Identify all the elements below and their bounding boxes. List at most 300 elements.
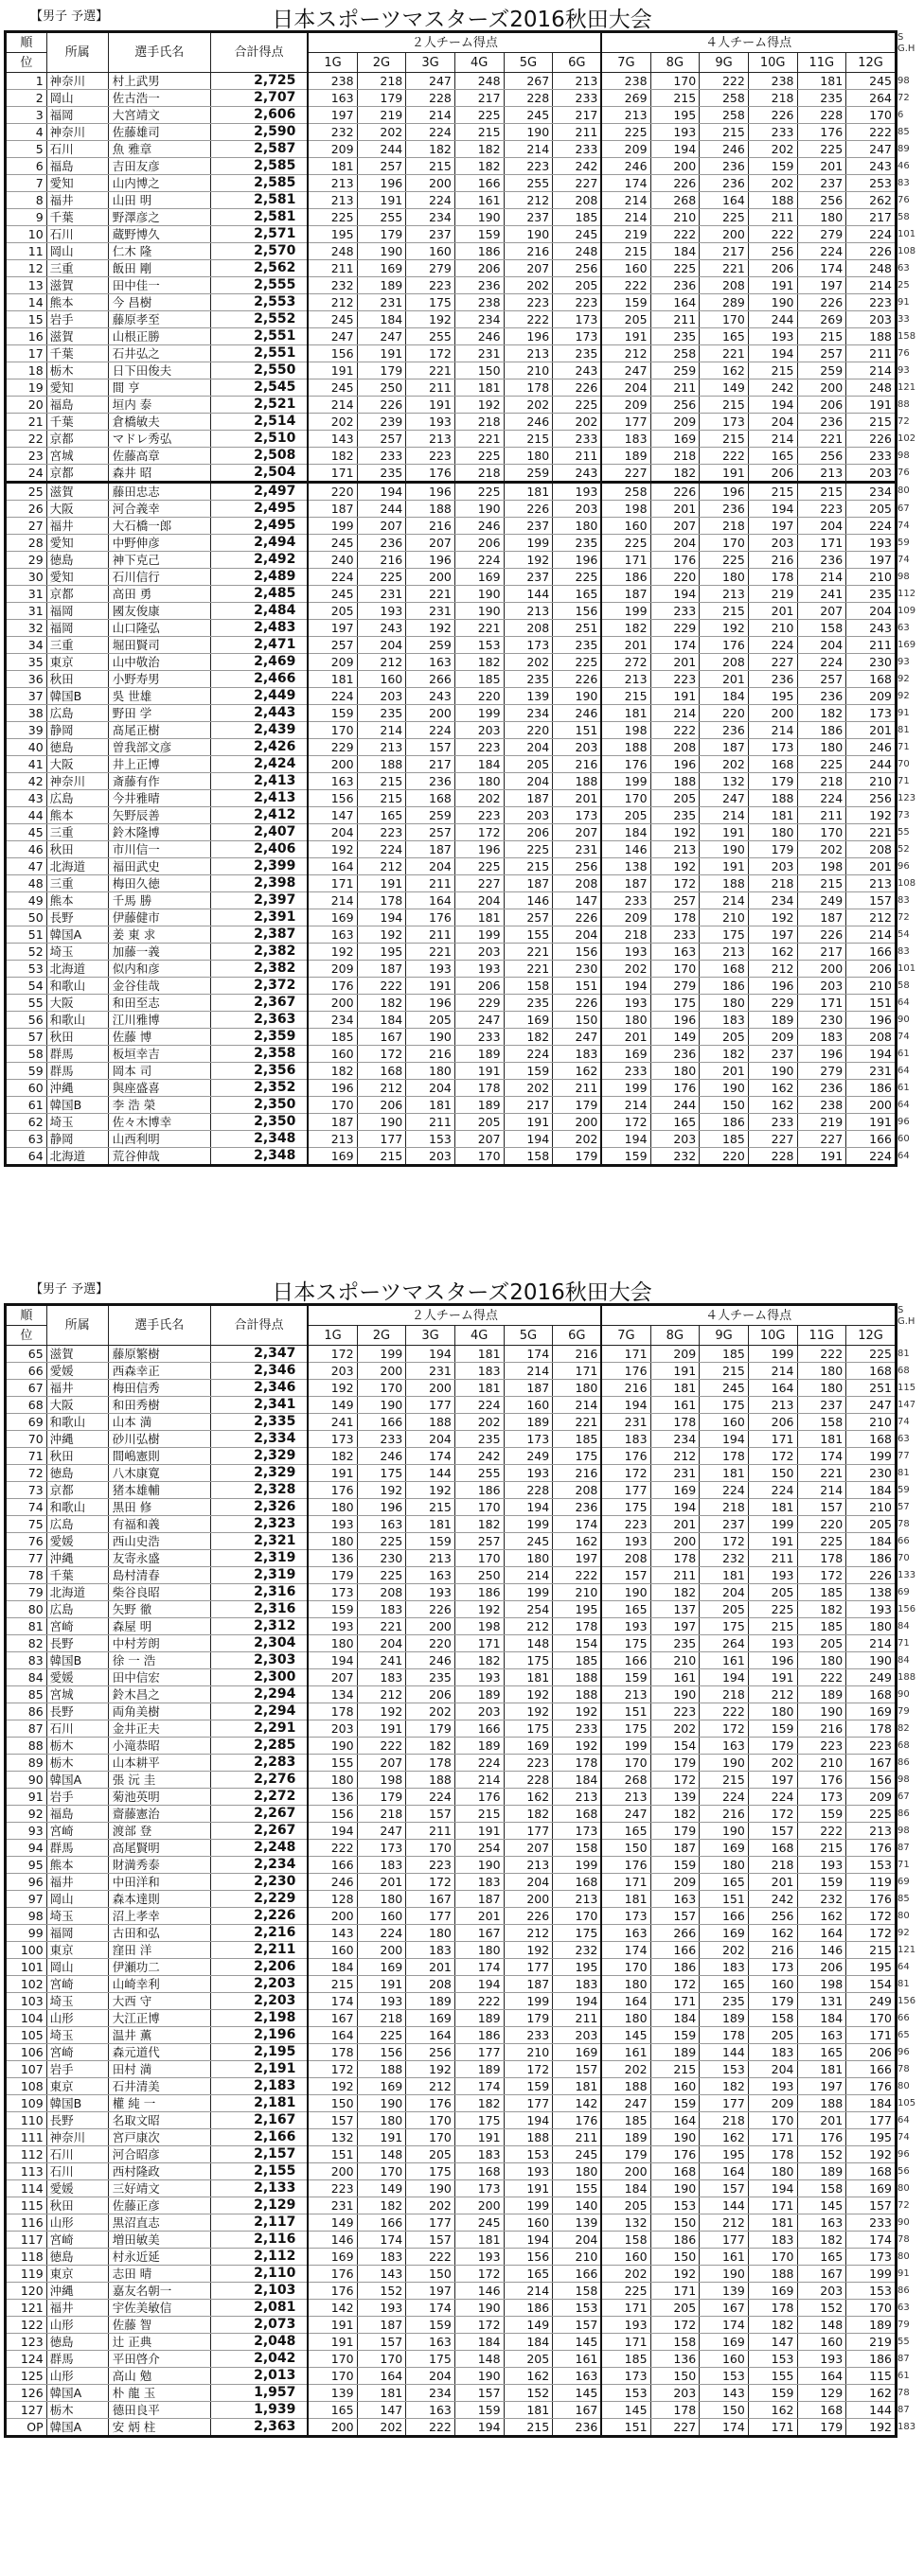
- game-score-cell: 183: [357, 2249, 406, 2266]
- game-score-cell: 194: [700, 1431, 749, 1448]
- game-score-cell: 161: [553, 2351, 602, 2368]
- rank-cell: 118: [7, 2249, 47, 2266]
- pref-cell: 東京: [46, 1942, 108, 1959]
- game-score-cell: 156: [846, 1772, 896, 1789]
- game-score-cell: 162: [504, 2368, 553, 2385]
- game-score-cell: 180: [308, 1772, 357, 1789]
- game-score-cell: 191: [650, 1363, 700, 1380]
- game-score-cell: 220: [797, 1516, 846, 1533]
- game-score-cell: 150: [601, 1840, 650, 1857]
- game-score-cell: 183: [553, 1046, 602, 1063]
- game-score-cell: 191: [308, 2334, 357, 2351]
- game-score-cell: 145: [553, 2385, 602, 2402]
- game-score-cell: 259: [504, 465, 553, 483]
- game-score-cell: 201: [650, 1516, 700, 1533]
- game-score-cell: 202: [504, 1080, 553, 1097]
- game-score-cell: 238: [797, 1097, 846, 1114]
- game-score-cell: 171: [650, 1993, 700, 2010]
- game-score-cell: 175: [357, 1465, 406, 1482]
- game-score-cell: 197: [748, 1772, 797, 1789]
- rank-cell: 56: [7, 1012, 47, 1029]
- game-score-cell: 201: [601, 1029, 650, 1046]
- game-score-cell: 231: [308, 2197, 357, 2214]
- game-score-cell: 149: [357, 2180, 406, 2197]
- game-score-cell: 192: [700, 620, 749, 637]
- game-score-cell: 233: [357, 1431, 406, 1448]
- game-score-cell: 170: [357, 2351, 406, 2368]
- table-row: [7, 1840, 896, 1857]
- game-score-cell: 162: [553, 1063, 602, 1080]
- game-score-cell: 224: [748, 637, 797, 654]
- game-score-cell: 153: [650, 2197, 700, 2214]
- game-score-cell: 215: [406, 158, 455, 175]
- game-score-cell: 186: [846, 1080, 896, 1097]
- game-score-cell: 169: [357, 260, 406, 277]
- game-score-cell: 170: [454, 1499, 504, 1516]
- total-cell: 2,363: [210, 1012, 308, 1029]
- pref-cell: 愛知: [46, 569, 108, 586]
- game-score-cell: 181: [797, 2061, 846, 2078]
- rank-cell: 121: [7, 2300, 47, 2317]
- total-cell: 2,167: [210, 2112, 308, 2129]
- pref-cell: 長野: [46, 909, 108, 926]
- game-score-cell: 236: [454, 277, 504, 294]
- pref-cell: 岩手: [46, 2061, 108, 2078]
- pref-cell: 千葉: [46, 1567, 108, 1584]
- game-score-cell: 236: [700, 722, 749, 739]
- game-score-cell: 192: [357, 1482, 406, 1499]
- game-score-cell: 204: [601, 379, 650, 397]
- game-score-cell: 151: [553, 978, 602, 995]
- game-score-cell: 200: [650, 158, 700, 175]
- game-score-cell: 224: [357, 841, 406, 858]
- game-score-cell: 204: [308, 824, 357, 841]
- game-score-cell: 191: [308, 1465, 357, 1482]
- game-score-cell: 236: [650, 1046, 700, 1063]
- game-score-cell: 180: [700, 569, 749, 586]
- game-score-cell: 209: [846, 1789, 896, 1806]
- game-score-cell: 191: [357, 875, 406, 892]
- game-score-cell: 256: [748, 243, 797, 260]
- side-value: 80: [897, 2182, 910, 2194]
- name-cell: 猪本雄輔: [108, 1482, 210, 1499]
- game-score-cell: 233: [504, 2027, 553, 2044]
- column-header-game: 1G: [308, 1326, 357, 1346]
- game-score-cell: 256: [748, 1908, 797, 1925]
- pref-cell: 埼玉: [46, 1114, 108, 1131]
- game-score-cell: 250: [454, 1567, 504, 1584]
- pref-cell: 韓国B: [46, 688, 108, 705]
- game-score-cell: 235: [553, 637, 602, 654]
- total-cell: 2,133: [210, 2180, 308, 2197]
- game-score-cell: 242: [748, 379, 797, 397]
- game-score-cell: 178: [650, 1414, 700, 1431]
- column-header-game: 7G: [601, 53, 650, 73]
- game-score-cell: 181: [454, 909, 504, 926]
- game-score-cell: 178: [748, 2146, 797, 2163]
- pref-cell: 秋田: [46, 841, 108, 858]
- side-value: 90: [897, 1688, 910, 1700]
- game-score-cell: 191: [308, 2317, 357, 2334]
- game-score-cell: 167: [357, 1029, 406, 1046]
- side-value: 123: [897, 792, 916, 803]
- game-score-cell: 189: [454, 1738, 504, 1755]
- rank-cell: 19: [7, 379, 47, 397]
- total-cell: 2,216: [210, 1925, 308, 1942]
- game-score-cell: 200: [308, 2163, 357, 2180]
- column-header-game: 12G: [846, 53, 896, 73]
- side-value: 158: [897, 330, 916, 342]
- game-score-cell: 181: [504, 2402, 553, 2419]
- table-row: [7, 483, 896, 501]
- game-score-cell: 212: [504, 1618, 553, 1635]
- game-score-cell: 224: [406, 1789, 455, 1806]
- game-score-cell: 169: [846, 2180, 896, 2197]
- game-score-cell: 193: [357, 603, 406, 620]
- side-value: 80: [897, 2250, 910, 2262]
- table-row: [7, 603, 896, 620]
- table-row: [7, 1397, 896, 1414]
- game-score-cell: 222: [650, 722, 700, 739]
- game-score-cell: 176: [601, 1363, 650, 1380]
- side-value: 59: [897, 537, 910, 548]
- side-value: 69: [897, 1876, 910, 1887]
- game-score-cell: 226: [553, 379, 602, 397]
- game-score-cell: 185: [797, 1584, 846, 1601]
- game-score-cell: 192: [650, 2266, 700, 2283]
- game-score-cell: 189: [357, 277, 406, 294]
- table-row: [7, 2095, 896, 2112]
- game-score-cell: 215: [454, 124, 504, 141]
- name-cell: 今 昌樹: [108, 294, 210, 311]
- name-cell: 森井 昭: [108, 465, 210, 483]
- game-score-cell: 146: [454, 2283, 504, 2300]
- game-score-cell: 164: [601, 1993, 650, 2010]
- game-score-cell: 191: [357, 1720, 406, 1738]
- game-score-cell: 156: [357, 2044, 406, 2061]
- rank-cell: 22: [7, 431, 47, 448]
- category-label: 【男子 予選】: [30, 9, 109, 24]
- game-score-cell: 211: [553, 2129, 602, 2146]
- game-score-cell: 157: [406, 1806, 455, 1823]
- game-score-cell: 207: [357, 518, 406, 535]
- game-score-cell: 132: [700, 773, 749, 790]
- game-score-cell: 191: [454, 1063, 504, 1080]
- game-score-cell: 181: [454, 1346, 504, 1363]
- game-score-cell: 185: [553, 1431, 602, 1448]
- game-score-cell: 255: [406, 328, 455, 345]
- game-score-cell: 233: [553, 431, 602, 448]
- game-score-cell: 173: [553, 328, 602, 345]
- game-score-cell: 184: [308, 1959, 357, 1976]
- side-header-gh: G.H: [897, 44, 915, 54]
- side-value: 71: [897, 741, 910, 752]
- game-score-cell: 195: [308, 226, 357, 243]
- rank-cell: 60: [7, 1080, 47, 1097]
- name-cell: 西山史浩: [108, 1533, 210, 1550]
- game-score-cell: 231: [601, 1414, 650, 1431]
- game-score-cell: 210: [553, 2249, 602, 2266]
- game-score-cell: 170: [308, 1097, 357, 1114]
- game-score-cell: 211: [650, 1567, 700, 1584]
- game-score-cell: 211: [553, 448, 602, 465]
- game-score-cell: 175: [553, 1448, 602, 1465]
- table-row: [7, 2266, 896, 2283]
- game-score-cell: 216: [748, 1942, 797, 1959]
- rank-cell: 4: [7, 124, 47, 141]
- pref-cell: 韓国B: [46, 1652, 108, 1669]
- game-score-cell: 180: [308, 1533, 357, 1550]
- game-score-cell: 172: [748, 1806, 797, 1823]
- game-score-cell: 172: [601, 1465, 650, 1482]
- game-score-cell: 164: [406, 2027, 455, 2044]
- game-score-cell: 164: [308, 2027, 357, 2044]
- rank-cell: 93: [7, 1823, 47, 1840]
- rank-cell: 80: [7, 1601, 47, 1618]
- game-score-cell: 218: [454, 414, 504, 431]
- game-score-cell: 189: [601, 2129, 650, 2146]
- game-score-cell: 221: [357, 1618, 406, 1635]
- column-header-total: 合計得点: [210, 33, 308, 73]
- game-score-cell: 198: [601, 501, 650, 518]
- game-score-cell: 175: [454, 2112, 504, 2129]
- pref-cell: 愛媛: [46, 1533, 108, 1550]
- game-score-cell: 182: [454, 1516, 504, 1533]
- game-score-cell: 211: [650, 379, 700, 397]
- game-score-cell: 208: [553, 1482, 602, 1499]
- game-score-cell: 217: [406, 756, 455, 773]
- game-score-cell: 172: [846, 1925, 896, 1942]
- side-value: 156: [897, 1603, 916, 1614]
- game-score-cell: 181: [406, 1097, 455, 1114]
- game-score-cell: 176: [797, 2129, 846, 2146]
- game-score-cell: 224: [797, 243, 846, 260]
- game-score-cell: 209: [308, 654, 357, 671]
- game-score-cell: 189: [748, 1012, 797, 1029]
- game-score-cell: 216: [553, 1465, 602, 1482]
- game-score-cell: 224: [406, 124, 455, 141]
- game-score-cell: 226: [406, 1601, 455, 1618]
- game-score-cell: 231: [357, 294, 406, 311]
- game-score-cell: 225: [846, 1806, 896, 1823]
- game-score-cell: 184: [454, 2334, 504, 2351]
- game-score-cell: 158: [748, 2010, 797, 2027]
- game-score-cell: 212: [357, 654, 406, 671]
- table-row: [7, 1925, 896, 1942]
- game-score-cell: 173: [357, 1840, 406, 1857]
- game-score-cell: 185: [797, 1618, 846, 1635]
- game-score-cell: 215: [601, 243, 650, 260]
- game-score-cell: 225: [357, 1567, 406, 1584]
- rank-cell: 126: [7, 2385, 47, 2402]
- game-score-cell: 183: [748, 2232, 797, 2249]
- game-score-cell: 172: [454, 2266, 504, 2283]
- name-cell: 姜 東 求: [108, 926, 210, 944]
- rank-cell: 74: [7, 1499, 47, 1516]
- game-score-cell: 205: [700, 1601, 749, 1618]
- game-score-cell: 211: [846, 345, 896, 362]
- rank-cell: 111: [7, 2129, 47, 2146]
- total-cell: 2,413: [210, 790, 308, 807]
- game-score-cell: 218: [357, 73, 406, 90]
- game-score-cell: 197: [308, 620, 357, 637]
- game-score-cell: 244: [357, 141, 406, 158]
- game-score-cell: 181: [700, 1567, 749, 1584]
- table-row: [7, 2027, 896, 2044]
- sheet-header: [0, 0, 924, 32]
- game-score-cell: 200: [406, 1618, 455, 1635]
- game-score-cell: 179: [748, 1738, 797, 1755]
- game-score-cell: 191: [504, 2180, 553, 2197]
- game-score-cell: 181: [454, 2232, 504, 2249]
- game-score-cell: 256: [553, 260, 602, 277]
- game-score-cell: 228: [504, 90, 553, 107]
- game-score-cell: 232: [553, 1942, 602, 1959]
- game-score-cell: 181: [406, 1516, 455, 1533]
- game-score-cell: 201: [846, 722, 896, 739]
- game-score-cell: 192: [504, 1942, 553, 1959]
- name-cell: 有福和義: [108, 1516, 210, 1533]
- game-score-cell: 180: [406, 1063, 455, 1080]
- table-row: [7, 790, 896, 807]
- rank-cell: 10: [7, 226, 47, 243]
- game-score-cell: 220: [700, 1148, 749, 1165]
- game-score-cell: 193: [846, 535, 896, 552]
- game-score-cell: 196: [748, 978, 797, 995]
- game-score-cell: 213: [553, 1891, 602, 1908]
- table-row: [7, 379, 896, 397]
- game-score-cell: 200: [700, 226, 749, 243]
- game-score-cell: 164: [797, 2368, 846, 2385]
- side-value: 115: [897, 1382, 916, 1393]
- name-cell: 財満秀泰: [108, 1857, 210, 1874]
- game-score-cell: 215: [601, 688, 650, 705]
- game-score-cell: 156: [553, 603, 602, 620]
- table-row: [7, 2180, 896, 2197]
- game-score-cell: 207: [504, 260, 553, 277]
- pref-cell: 石川: [46, 1720, 108, 1738]
- game-score-cell: 201: [406, 1959, 455, 1976]
- game-score-cell: 236: [553, 2419, 602, 2436]
- table-row: [7, 1131, 896, 1148]
- game-score-cell: 204: [357, 637, 406, 654]
- total-cell: 2,248: [210, 1840, 308, 1857]
- total-cell: 2,358: [210, 1046, 308, 1063]
- game-score-cell: 222: [406, 2249, 455, 2266]
- name-cell: 中野伸彦: [108, 535, 210, 552]
- total-cell: 2,443: [210, 705, 308, 722]
- game-score-cell: 158: [797, 620, 846, 637]
- game-score-cell: 224: [846, 518, 896, 535]
- side-value: 98: [897, 1773, 910, 1785]
- game-score-cell: 180: [748, 1703, 797, 1720]
- game-score-cell: 225: [797, 756, 846, 773]
- game-score-cell: 157: [601, 1567, 650, 1584]
- game-score-cell: 172: [308, 2061, 357, 2078]
- total-cell: 2,367: [210, 995, 308, 1012]
- column-header-game: 3G: [406, 53, 455, 73]
- game-score-cell: 264: [700, 1635, 749, 1652]
- name-cell: 三好靖文: [108, 2180, 210, 2197]
- game-score-cell: 158: [504, 978, 553, 995]
- name-cell: 佐藤 智: [108, 2317, 210, 2334]
- game-score-cell: 199: [846, 2266, 896, 2283]
- pref-cell: 宮崎: [46, 1823, 108, 1840]
- game-score-cell: 172: [797, 1567, 846, 1584]
- game-score-cell: 214: [748, 722, 797, 739]
- table-row: [7, 1891, 896, 1908]
- game-score-cell: 139: [650, 1789, 700, 1806]
- game-score-cell: 176: [797, 124, 846, 141]
- game-score-cell: 203: [748, 858, 797, 875]
- game-score-cell: 187: [504, 875, 553, 892]
- game-score-cell: 221: [504, 961, 553, 978]
- game-score-cell: 150: [700, 1097, 749, 1114]
- game-score-cell: 212: [357, 1080, 406, 1097]
- pref-cell: 大阪: [46, 995, 108, 1012]
- rank-cell: 102: [7, 1976, 47, 1993]
- game-score-cell: 190: [700, 841, 749, 858]
- side-value: 78: [897, 1518, 910, 1529]
- game-score-cell: 195: [650, 107, 700, 124]
- game-score-cell: 193: [406, 414, 455, 431]
- game-score-cell: 188: [748, 192, 797, 209]
- game-score-cell: 191: [406, 397, 455, 414]
- game-score-cell: 189: [650, 2044, 700, 2061]
- name-cell: 板垣幸吉: [108, 1046, 210, 1063]
- rank-cell: 13: [7, 277, 47, 294]
- name-cell: 石井清美: [108, 2078, 210, 2095]
- total-cell: 2,328: [210, 1482, 308, 1499]
- game-score-cell: 169: [748, 2283, 797, 2300]
- game-score-cell: 165: [553, 586, 602, 603]
- rank-cell: 25: [7, 483, 47, 501]
- game-score-cell: 159: [797, 1806, 846, 1823]
- game-score-cell: 231: [406, 603, 455, 620]
- game-score-cell: 170: [601, 1959, 650, 1976]
- game-score-cell: 177: [601, 1482, 650, 1499]
- game-score-cell: 188: [406, 1772, 455, 1789]
- game-score-cell: 226: [846, 431, 896, 448]
- name-cell: 李 浩 榮: [108, 1097, 210, 1114]
- game-score-cell: 219: [601, 226, 650, 243]
- game-score-cell: 202: [601, 2061, 650, 2078]
- game-score-cell: 191: [357, 345, 406, 362]
- name-cell: 平田啓介: [108, 2351, 210, 2368]
- name-cell: 伊瀬功二: [108, 1959, 210, 1976]
- game-score-cell: 161: [650, 1397, 700, 1414]
- total-cell: 2,471: [210, 637, 308, 654]
- game-score-cell: 180: [406, 1925, 455, 1942]
- side-value: 81: [897, 1348, 910, 1359]
- rank-cell: 55: [7, 995, 47, 1012]
- game-score-cell: 215: [700, 397, 749, 414]
- game-score-cell: 200: [406, 705, 455, 722]
- game-score-cell: 234: [504, 705, 553, 722]
- game-score-cell: 166: [650, 1942, 700, 1959]
- pref-cell: 群馬: [46, 2351, 108, 2368]
- game-score-cell: 246: [553, 705, 602, 722]
- rank-cell: 57: [7, 1029, 47, 1046]
- game-score-cell: 169: [357, 2078, 406, 2095]
- game-score-cell: 197: [797, 2078, 846, 2095]
- name-cell: 福田武史: [108, 858, 210, 875]
- game-score-cell: 222: [748, 226, 797, 243]
- game-score-cell: 194: [553, 1993, 602, 2010]
- game-score-cell: 199: [601, 1080, 650, 1097]
- game-score-cell: 180: [846, 1618, 896, 1635]
- rank-cell: 65: [7, 1346, 47, 1363]
